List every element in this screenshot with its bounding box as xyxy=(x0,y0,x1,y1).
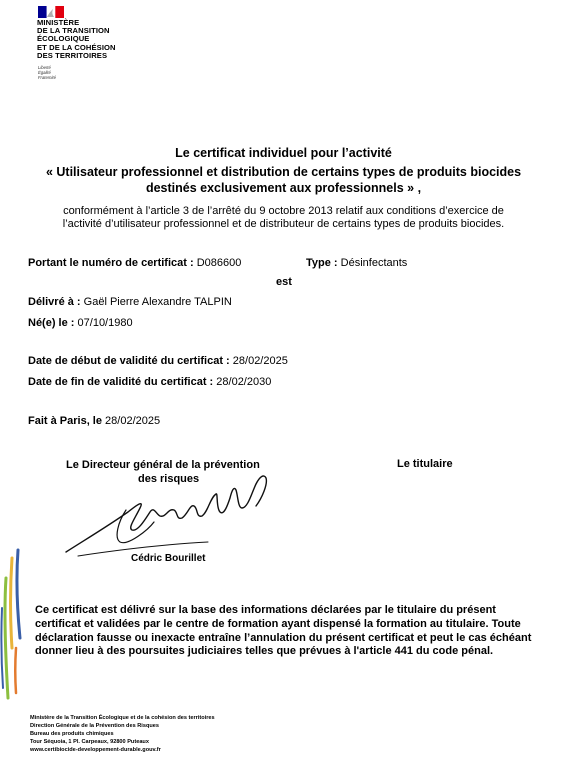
marianne-flag-logo xyxy=(38,6,64,18)
certificate-number-label: Portant le numéro de certificat : xyxy=(28,257,194,269)
certificate-title: Le certificat individuel pour l’activité xyxy=(175,146,392,160)
certificate-number: D086600 xyxy=(196,257,242,269)
footer-line: Direction Générale de la Prévention des Risques xyxy=(30,723,160,729)
legal-reference xyxy=(20,205,547,231)
holder-signature-title: Le titulaire xyxy=(397,458,453,470)
holder-name: Gaël Pierre Alexandre TALPIN xyxy=(83,296,232,308)
ministry-name xyxy=(37,19,167,60)
legal-reference-line: conformément à l’article 3 de l’arrêté du 9 octobre 2013 relatif aux conditions d’exercice de xyxy=(63,205,504,217)
validity-end-label: Date de fin de validité du certificat : xyxy=(28,376,214,388)
ministry-line: MINISTÈRE xyxy=(37,18,80,27)
ministry-line: ET DE LA COHÉSION xyxy=(37,42,116,52)
ministry-line: DE LA TRANSITION xyxy=(37,26,110,36)
validity-end-date: 28/02/2030 xyxy=(216,376,272,388)
certificate-type-label: Type : xyxy=(306,257,338,269)
legal-reference-line: l’activité d’utilisateur professionnel et de distributeur de certains types de produits biocides. xyxy=(62,218,505,230)
certificate-type: Désinfectants xyxy=(340,257,408,269)
activity-title-line: « Utilisateur professionnel et distribution de certains types de produits biocides xyxy=(45,165,522,179)
birth-date-row xyxy=(28,317,133,329)
legal-notice: Ce certificat est délivré sur la base des informations déclarées par le titulaire du présent certificat et validées par le centre de formation ayant dispensé la formation au titulaire. Toute déclaration fausse ou inexacte entraîne l’annulation du présent certificat et peut le cas échéant donner lieu à des poursuites judiciaires telles que prévues à l'article 441 du code pénal. xyxy=(35,604,532,658)
holder-row xyxy=(28,296,232,308)
activity-title-line: destinés exclusivement aux professionnels » , xyxy=(145,181,422,195)
validity-start-row xyxy=(28,355,288,367)
certificate-number-row xyxy=(28,257,241,269)
activity-title xyxy=(20,164,547,196)
validity-start-label: Date de début de validité du certificat : xyxy=(28,355,230,367)
est-label: est xyxy=(276,276,292,288)
certificate-title-block xyxy=(20,146,547,231)
director-signature xyxy=(58,468,278,560)
footer-line: Bureau des produits chimiques xyxy=(30,731,114,737)
footer-address xyxy=(30,714,215,754)
birth-date-label: Né(e) le : xyxy=(28,317,75,329)
motto-line: Égalité xyxy=(38,69,51,75)
delivered-to-label: Délivré à : xyxy=(28,296,81,308)
certificate-type-row xyxy=(306,257,407,269)
ministry-line: DES TERRITOIRES xyxy=(37,50,108,60)
motto-line: Fraternité xyxy=(38,74,56,80)
issue-date: 28/02/2025 xyxy=(105,415,161,427)
republic-motto xyxy=(38,66,56,80)
issue-place-label: Fait à Paris, le xyxy=(28,415,102,427)
footer-website[interactable]: www.certibiocide-developpement-durable.gouv.fr xyxy=(30,747,161,753)
motto-line: Liberté xyxy=(38,65,51,70)
footer-line: Tour Séquoia, 1 Pl. Carpeaux, 92800 Puteaux xyxy=(30,739,149,745)
validity-end-row xyxy=(28,376,271,388)
issue-place-row xyxy=(28,415,160,427)
ministry-line: ÉCOLOGIQUE xyxy=(37,34,90,44)
director-title-line: des risques xyxy=(138,473,200,485)
validity-start-date: 28/02/2025 xyxy=(232,355,288,367)
signatory-name: Cédric Bourillet xyxy=(131,553,206,564)
decorative-stripes xyxy=(0,548,26,708)
director-title-line: Le Directeur général de la prévention xyxy=(66,459,260,471)
birth-date: 07/10/1980 xyxy=(77,317,133,329)
footer-line: Ministère de la Transition Écologique et de la cohésion des territoires xyxy=(30,715,215,721)
